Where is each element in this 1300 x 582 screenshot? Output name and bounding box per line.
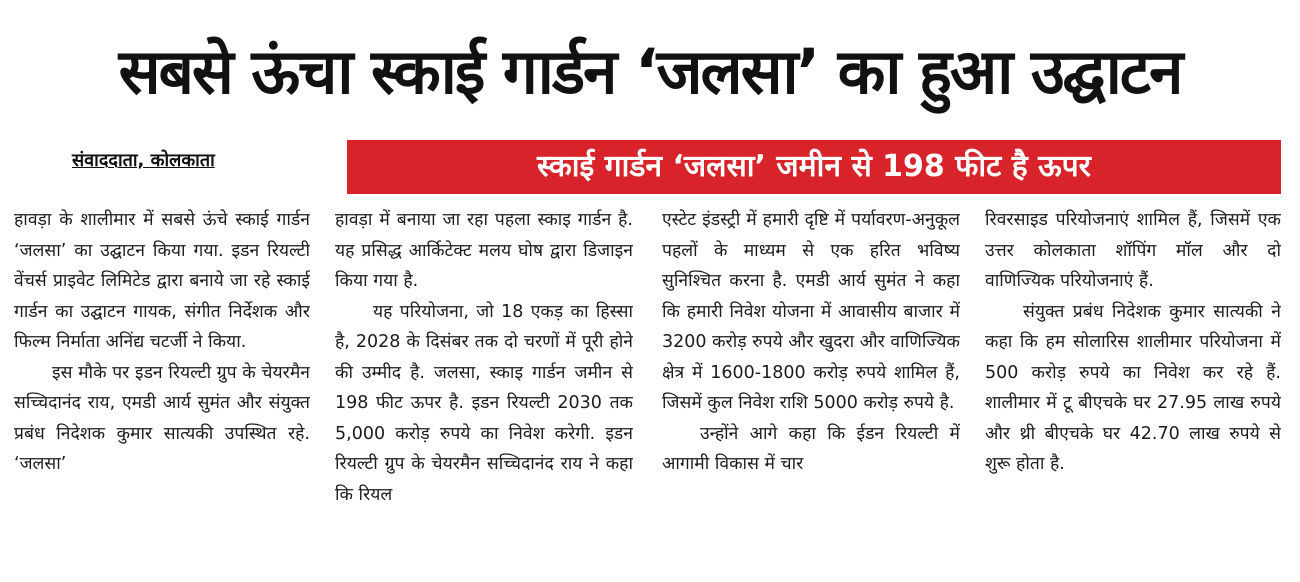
paragraph: रिवरसाइड परियोजनाएं शामिल हैं, जिसमें एक उत्तर कोलकाता शॉपिंग मॉल और दो वाणिज्यिक परियोजनाएं हैं. xyxy=(985,210,1281,291)
paragraph: यह परियोजना, जो 18 एकड़ का हिस्सा है, 2028 के दिसंबर तक दो चरणों में पूरी होने की उम्मीद है. जलसा, स्काइ गार्डन जमीन से 198 फीट ऊपर है. इडन रियल्टी 2030 तक 5,000 करोड़ रुपये का निवेश करेगी. इडन रियल्टी ग्रुप के चेयरमैन सच्चिदानंद राय ने कहा कि रियल xyxy=(335,301,633,505)
paragraph: इस मौके पर इडन रियल्टी ग्रुप के चेयरमैन सच्चिदानंद राय, एमडी आर्य सुमंत और संयुक्त प्रबंध निदेशक कुमार सात्यकी उपस्थित रहे. ‘जलसा’ xyxy=(14,362,310,474)
article-column-1 xyxy=(14,205,310,575)
paragraph: एस्टेट इंडस्ट्री में हमारी दृष्टि में पर्यावरण-अनुकूल पहलों के माध्यम से एक हरित भविष्य सुनिश्चित करना है. एमडी आर्य सुमंत ने कहा कि हमारी निवेश योजना में आवासीय बाजार में 3200 करोड़ रुपये और खुदरा और वाणिज्यिक क्षेत्र में 1600-1800 करोड़ रुपये शामिल हैं, जिसमें कुल निवेश राशि 5000 करोड़ रुपये है. xyxy=(662,210,960,413)
paragraph: हावड़ा के शालीमार में सबसे ऊंचे स्काई गार्डन ‘जलसा’ का उद्घाटन किया गया. इडन रियल्टी वेंचर्स प्राइवेट लिमिटेड द्वारा बनाये जा रहे स्काई गार्डन का उद्घाटन गायक, संगीत निर्देशक और फिल्म निर्माता अनिंद्य चटर्जी ने किया. xyxy=(14,210,310,352)
headline: सबसे ऊंचा स्काई गार्डन ‘जलसा’ का हुआ उद्घाटन xyxy=(118,35,1182,108)
subheadline-banner: स्काई गार्डन ‘जलसा’ जमीन से 198 फीट है ऊपर xyxy=(347,140,1281,194)
paragraph: उन्होंने आगे कहा कि ईडन रियल्टी में आगामी विकास में चार xyxy=(662,423,960,474)
byline: संवाददाता, कोलकाता xyxy=(72,150,215,171)
paragraph: संयुक्त प्रबंध निदेशक कुमार सात्यकी ने कहा कि हम सोलारिस शालीमार परियोजना में 500 करोड़ रुपये का निवेश कर रहे हैं. शालीमार में टू बीएचके घर 27.95 लाख रुपये और थ्री बीएचके घर 42.70 लाख रुपये से शुरू होता है. xyxy=(985,301,1281,474)
article-column-2 xyxy=(335,205,633,575)
paragraph: हावड़ा में बनाया जा रहा पहला स्काइ गार्डन है. यह प्रसिद्ध आर्किटेक्ट मलय घोष द्वारा डिजाइन किया गया है. xyxy=(335,210,633,291)
article-column-4 xyxy=(985,205,1281,575)
article-column-3 xyxy=(662,205,960,575)
